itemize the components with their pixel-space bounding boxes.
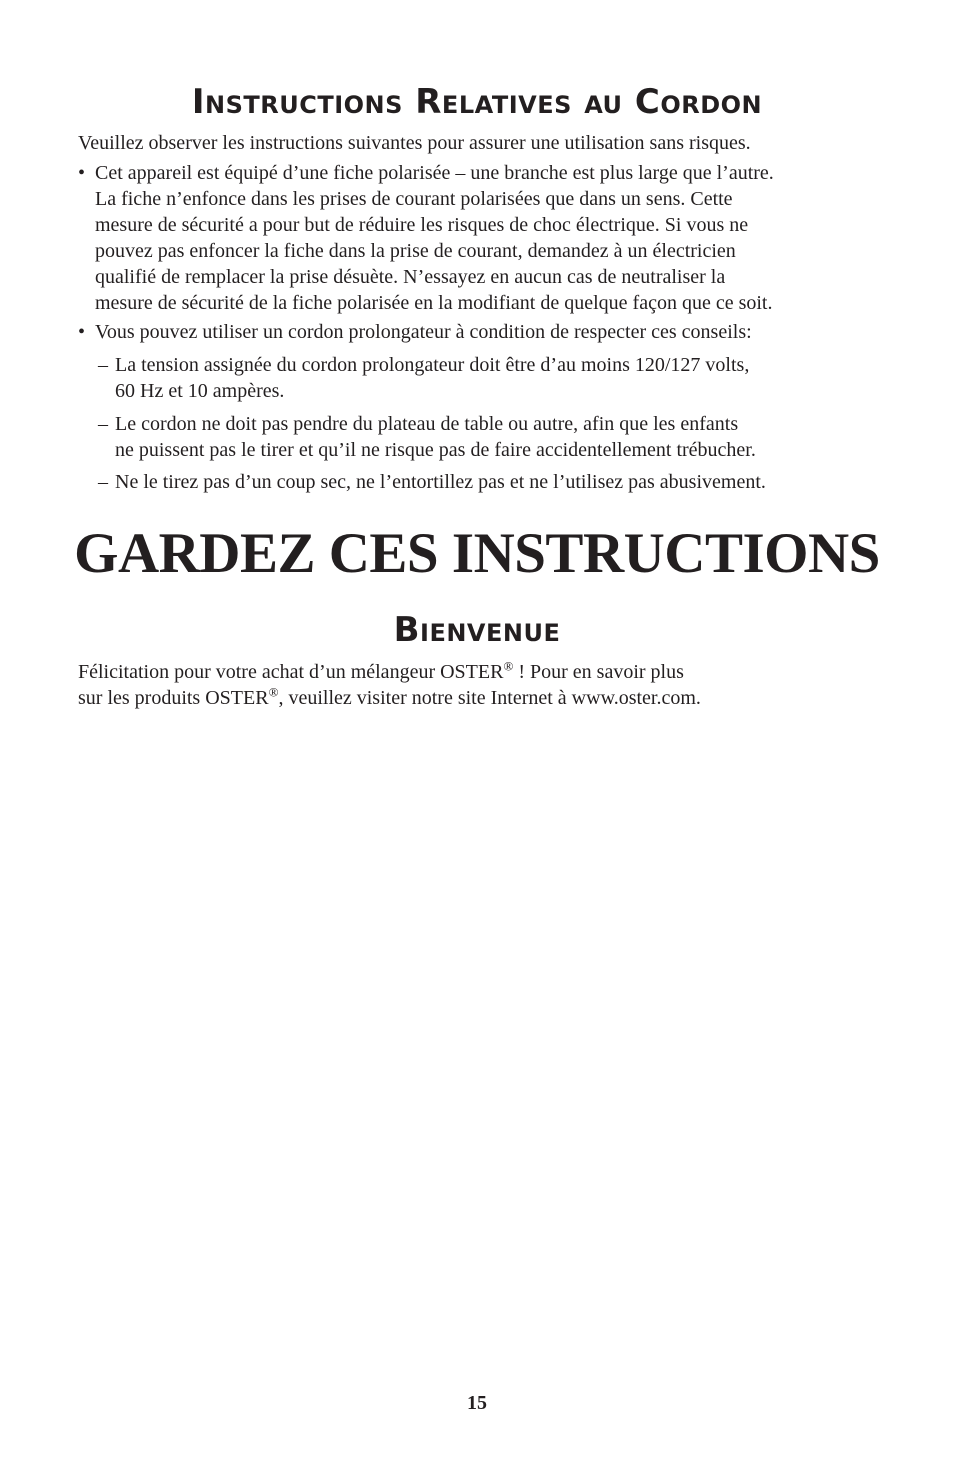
dash-line: ne puissent pas le tirer et qu’il ne risque pas de faire accidentellement trébucher. bbox=[115, 439, 756, 461]
dash-line: 60 Hz et 10 ampères. bbox=[115, 380, 285, 402]
bullet-mark: • bbox=[78, 321, 86, 343]
cord-intro-text: Veuillez observer les instructions suivantes pour assurer une utilisation sans risques. bbox=[78, 132, 751, 154]
dash-mark: – bbox=[98, 413, 108, 435]
bullet-line: La fiche n’enfonce dans les prises de courant polarisées que dans un sens. Cette bbox=[95, 188, 733, 210]
registered-mark: ® bbox=[268, 684, 279, 700]
cord-instructions-heading: Instructions Relatives au Cordon bbox=[191, 82, 763, 122]
bullet-line: qualifié de remplacer la prise désuète. N’essayez en aucun cas de neutraliser la bbox=[95, 266, 726, 288]
dash-mark: – bbox=[98, 354, 108, 376]
keep-instructions-title: GARDEZ CES INSTRUCTIONS bbox=[74, 522, 880, 585]
dash-mark: – bbox=[98, 471, 108, 493]
bullet-line: Cet appareil est équipé d’une fiche polarisée – une branche est plus large que l’autre. bbox=[95, 162, 774, 184]
dash-item-no-pulling bbox=[98, 469, 878, 495]
dash-line: Le cordon ne doit pas pendre du plateau de table ou autre, afin que les enfants bbox=[115, 413, 739, 435]
bullet-line: pouvez pas enfoncer la fiche dans la prise de courant, demandez à un électricien bbox=[95, 240, 736, 262]
page-number: 15 bbox=[467, 1392, 487, 1414]
welcome-heading: Bienvenue bbox=[393, 610, 561, 650]
welcome-line-2 bbox=[78, 685, 878, 711]
dash-item-voltage bbox=[98, 352, 878, 404]
welcome-text: sur les produits OSTER bbox=[78, 687, 269, 709]
bullet-line: Vous pouvez utiliser un cordon prolongateur à condition de respecter ces conseils: bbox=[95, 321, 752, 343]
welcome-body bbox=[78, 659, 878, 711]
bullet-extension-cord bbox=[78, 319, 878, 345]
welcome-text: ! Pour en savoir plus bbox=[513, 661, 684, 683]
bullet-line: mesure de sécurité a pour but de réduire les risques de choc électrique. Si vous ne bbox=[95, 214, 749, 236]
bullet-mark: • bbox=[78, 162, 86, 184]
welcome-text: , veuillez visiter notre site Internet à www.oster.com. bbox=[278, 687, 701, 709]
welcome-line-1 bbox=[78, 659, 878, 685]
dash-line: Ne le tirez pas d’un coup sec, ne l’entortillez pas et ne l’utilisez pas abusivement. bbox=[115, 471, 766, 493]
welcome-text: Félicitation pour votre achat d’un mélangeur OSTER bbox=[78, 661, 504, 683]
registered-mark: ® bbox=[503, 658, 514, 674]
dash-line: La tension assignée du cordon prolongateur doit être d’au moins 120/127 volts, bbox=[115, 354, 750, 376]
dash-item-hanging-cord bbox=[98, 411, 878, 463]
bullet-line: mesure de sécurité de la fiche polarisée en la modifiant de quelque façon que ce soit. bbox=[95, 292, 773, 314]
bullet-polarized-plug bbox=[78, 160, 878, 316]
